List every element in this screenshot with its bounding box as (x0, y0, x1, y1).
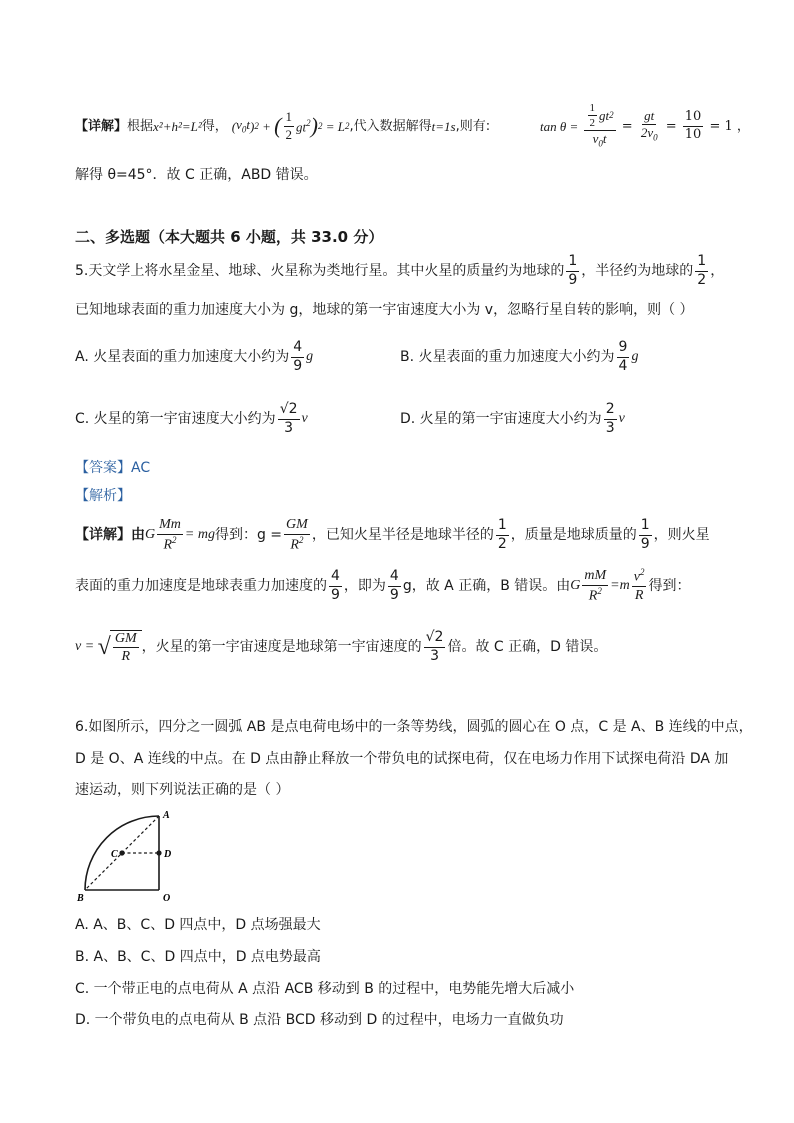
detail-text: ,代入数据解得 (349, 118, 432, 134)
q5-detail-line3: v = √ $\frac{GM}{R}$ ，火星的第一宇宙速度是地球第一宇宙速度的 $\frac{√2}{3}$ 倍。故 C 正确，D 错误。 (75, 629, 608, 664)
q5-option-d: D. 火星的第一宇宙速度大小约为 $\frac{2}{3}$ v (400, 401, 625, 436)
q6-option-c: C. 一个带正电的点电荷从 A 点沿 ACB 移动到 B 的过程中，电势能先增大后减小 (75, 981, 575, 997)
q5-analysis-label: 【解析】 (75, 488, 131, 504)
q5-option-a: A. 火星表面的重力加速度大小约为 $\frac{4}{9}$ g (75, 339, 314, 374)
label-o: O (163, 893, 171, 904)
equation-displacement: ( $v_0t$ ) 2 + ( $\frac{1}{2}$ $gt^2$ ) 2 = L 2 (231, 109, 350, 142)
q5-stem-line1: 5.天文学上将水星金星、地球、火星称为类地行星。其中火星的质量约为地球的 $\frac{1}{9}$ ，半径约为地球的 $\frac{1}{2}$ ， (75, 253, 725, 288)
equation-pythagoras: x²+h²=L² (153, 118, 202, 134)
label-d: D (164, 849, 172, 860)
detail-text: 得， (201, 118, 228, 134)
q5-stem-text: ，半径约为地球的 (581, 263, 694, 279)
q6-stem-line2: D 是 O、A 连线的中点。在 D 点由静止释放一个带负电的试探电荷，仅在电场力作用下试探电荷沿 DA 加 (75, 751, 729, 767)
q6-option-d: D. 一个带负电的点电荷从 B 点沿 BCD 移动到 D 的过程中，电场力一直做负功 (75, 1012, 564, 1028)
equation-tan-theta: tan θ = $\frac{1}{2}$ gt 2 $v_0t$ = $\frac{gt}{2v_0}$ = $\frac{10}{10}$ = 1 ， (540, 102, 750, 149)
quarter-arc-figure (75, 806, 185, 906)
q5-stem-line2: 已知地球表面的重力加速度大小为 g，地球的第一宇宙速度大小为 v，忽略行星自转的影响，则（ ） (75, 302, 694, 318)
point-d (156, 850, 161, 855)
label-a: A (163, 810, 170, 821)
q4-detail-line1 (75, 106, 490, 146)
fraction-mass: $\frac{1}{9}$ (568, 253, 578, 288)
q5-answer: 【答案】AC (75, 460, 151, 476)
label-b: B (77, 893, 84, 904)
q6-stem-line3: 速运动，则下列说法正确的是（ ） (75, 782, 290, 798)
q6-stem-line1: 6.如图所示，四分之一圆弧 AB 是点电荷电场中的一条等势线，圆弧的圆心在 O 点，C 是 A、B 连线的中点， (75, 719, 753, 735)
detail-text: ,则有: (455, 118, 491, 134)
q5-stem-text: 5.天文学上将水星金星、地球、火星称为类地行星。其中火星的质量约为地球的 (75, 263, 565, 279)
point-c (119, 850, 124, 855)
label-c: C (111, 849, 118, 860)
fraction-radius: $\frac{1}{2}$ (697, 253, 707, 288)
q5-detail-line2: 表面的重力加速度是地球表重力加速度的 $\frac{4}{9}$ ，即为 $\frac{4}{9}$ g，故 A 正确，B 错误。由 G $\frac{mM}{R^2}$ =m $\frac{v^2}{R}$ 得到： (75, 567, 691, 604)
q6-option-b: B. A、B、C、D 四点中，D 点电势最高 (75, 949, 321, 965)
section-title: 二、多选题（本大题共 6 小题，共 33.0 分） (75, 228, 384, 246)
detail-tag: 【详解】 (75, 118, 128, 134)
q4-conclusion: 解得 θ=45°．故 C 正确，ABD 错误。 (75, 167, 318, 183)
q6-option-a: A. A、B、C、D 四点中，D 点场强最大 (75, 917, 321, 933)
time-value: t=1s (431, 118, 456, 134)
detail-text: 根据 (127, 118, 154, 134)
q5-option-b: B. 火星表面的重力加速度大小约为 $\frac{9}{4}$ g (400, 339, 639, 374)
q5-option-c: C. 火星的第一宇宙速度大小约为 $\frac{√2}{3}$ v (75, 401, 308, 436)
q5-detail-line1: 【详解】由 G $\frac{Mm}{R^2}$ = mg 得到：g = $\frac{GM}{R^2}$ ，已知火星半径是地球半径的 $\frac{1}{2}$ ，质量是地球质量的 $\frac{1}{9}$ ，则火星 (75, 517, 710, 553)
